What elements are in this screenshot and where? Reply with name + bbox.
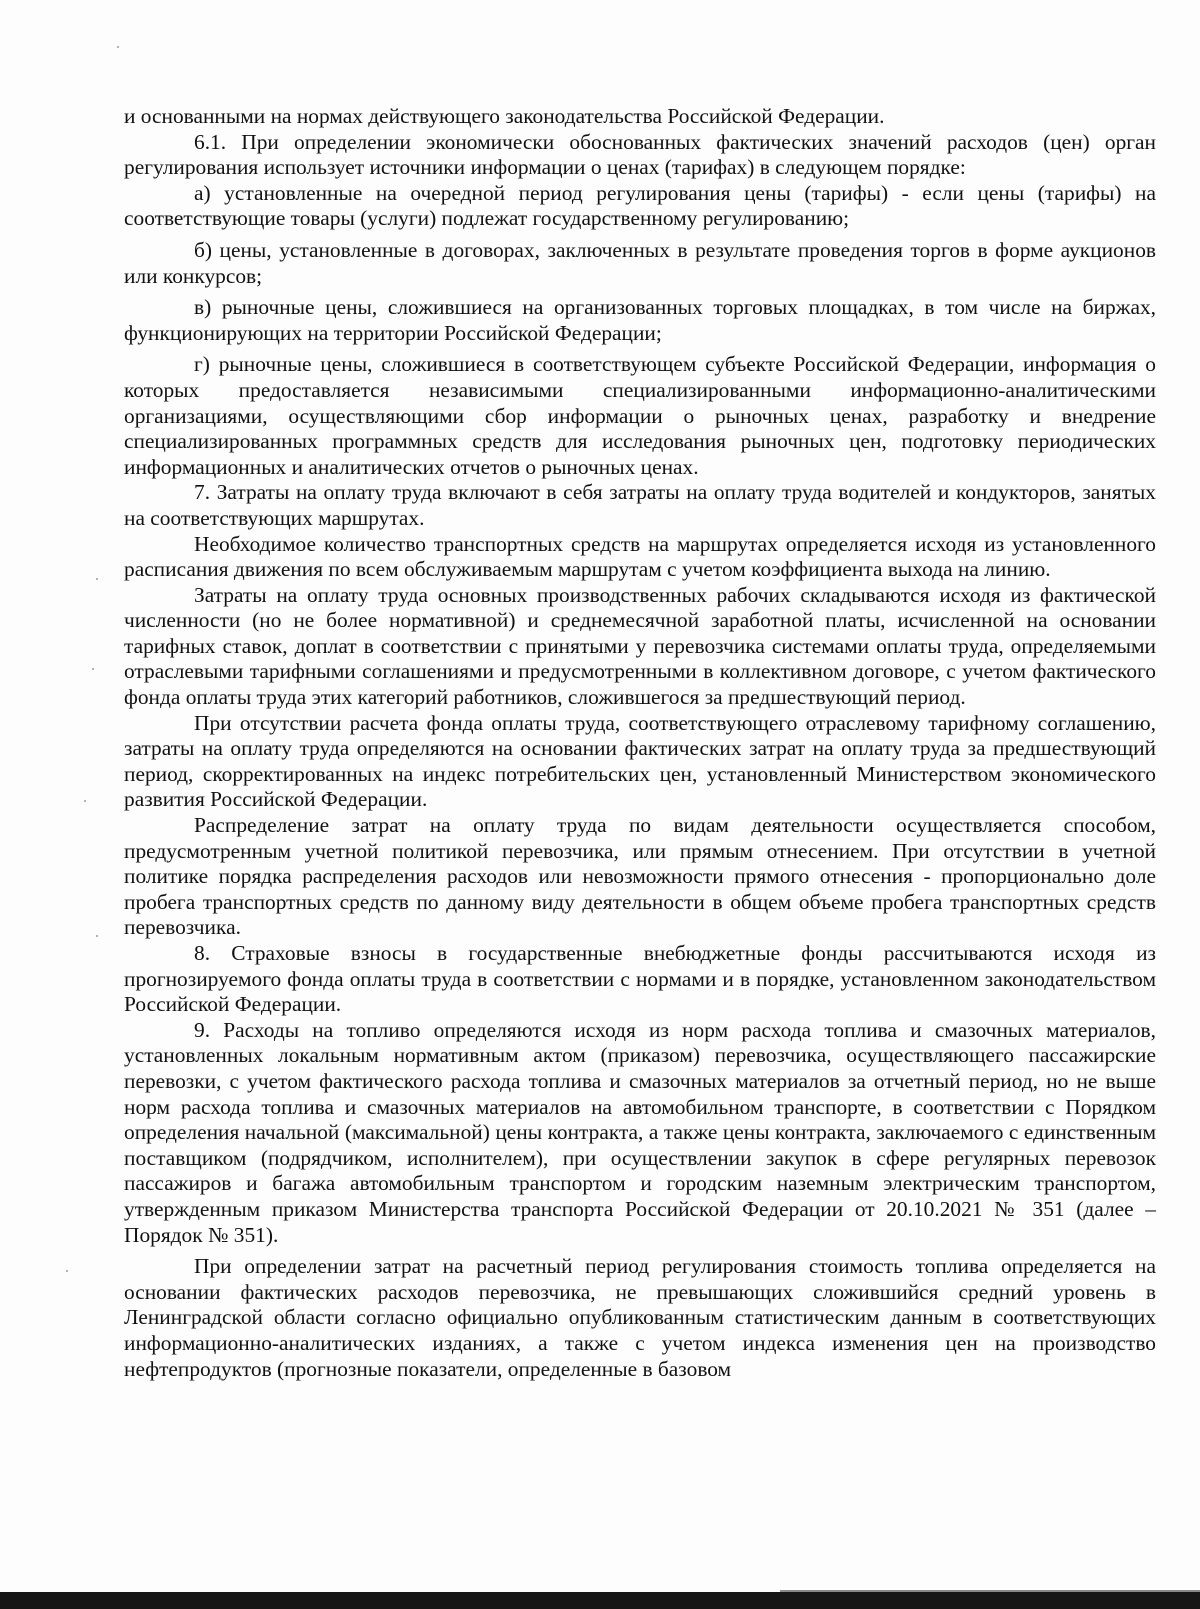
paragraph-6-1-a: а) установленные на очередной период регулирования цены (тарифы) - если цены (тарифы) на соответствующие товары (услуги) подлежат государственному регулированию; [124, 180, 1156, 231]
scan-speck [96, 578, 98, 580]
paragraph-7-vehicles: Необходимое количество транспортных средств на маршрутах определяется исходя из установленного расписания движения по всем обслуживаемым маршрутам с учетом коэффициента выхода на линию. [124, 531, 1156, 582]
scan-speck [84, 800, 86, 802]
scan-speck [96, 935, 98, 937]
paragraph-7: 7. Затраты на оплату труда включают в себя затраты на оплату труда водителей и кондукторов, занятых на соответствующих маршрутах. [124, 480, 1156, 530]
document-body [124, 104, 1156, 1382]
scan-bottom-edge [0, 1592, 1200, 1609]
scan-speck [117, 46, 119, 48]
paragraph-continuation: и основанными на нормах действующего законодательства Российской Федерации. [124, 104, 885, 128]
paragraph-9-fuel-cost: При определении затрат на расчетный период регулирования стоимость топлива определяется на основании фактических расходов перевозчика, не превышающих сложившийся средний уровень в Ленинградской области согласно официально опубликованным статистическим данным в соответствующих информационно-аналитических изданиях, а также с учетом индекса изменения цен на производство нефтепродуктов (прогнозные показатели, определенные в базовом [124, 1254, 1156, 1381]
scan-speck [66, 1270, 68, 1272]
paragraph-7-distribution: Распределение затрат на оплату труда по видам деятельности осуществляется способом, предусмотренным учетной политикой перевозчика, или прямым отнесением. При отсутствии в учетной политике порядка распределения расходов или невозможности прямого отнесения - пропорционально доле пробега транспортных средств по данному виду деятельности в общем объеме пробега транспортных средств перевозчика. [124, 813, 1156, 940]
paragraph-9: 9. Расходы на топливо определяются исходя из норм расхода топлива и смазочных материалов, установленных локальным нормативным актом (приказом) перевозчика, осуществляющего пассажирские перевозки, с учетом фактического расхода топлива и смазочных материалов за отчетный период, но не выше норм расхода топлива и смазочных материалов на автомобильном транспорте, в соответствии с Порядком определения начальной (максимальной) цены контракта, а также цены контракта, заключаемого с единственным поставщиком (подрядчиком, исполнителем), при осуществлении закупок в сфере регулярных перевозок пассажиров и багажа автомобильным транспортом и городским наземным электрическим транспортом, утвержденным приказом Министерства транспорта Российской Федерации от 20.10.2021 № 351 (далее – Порядок № 351). [124, 1017, 1156, 1247]
paragraph-6-1-b: б) цены, установленные в договорах, заключенных в результате проведения торгов в форме аукционов или конкурсов; [124, 237, 1156, 288]
paragraph-6-1-g: г) рыночные цены, сложившиеся в соответствующем субъекте Российской Федерации, информация о которых предоставляется независимыми специализированными информационно-аналитическими организациями, осуществляющими сбор информации о рыночных ценах, разработку и внедрение специализированных программных средств для исследования рыночных цен, подготовку периодических информационных и аналитических отчетов о рыночных ценах. [124, 352, 1156, 479]
paragraph-6-1-v: в) рыночные цены, сложившиеся на организованных торговых площадках, в том числе на биржах, функционирующих на территории Российской Федерации; [124, 295, 1156, 345]
paragraph-7-no-fund-calculation: При отсутствии расчета фонда оплаты труда, соответствующего отраслевому тарифному соглашению, затраты на оплату труда определяются на основании фактических затрат на оплату труда за предшествующий период, скорректированных на индекс потребительских цен, установленный Министерством экономического развития Российской Федерации. [124, 710, 1156, 812]
paragraph-6-1: 6.1. При определении экономически обоснованных фактических значений расходов (цен) орган регулирования использует источники информации о ценах (тарифах) в следующем порядке: [124, 129, 1156, 180]
scan-speck [92, 668, 94, 670]
paragraph-7-labor-costs: Затраты на оплату труда основных производственных рабочих складываются исходя из фактической численности (но не более нормативной) и среднемесячной заработной платы, исчисленной на основании тарифных ставок, доплат в соответствии с принятыми у перевозчика системами оплаты труда, определяемыми отраслевыми тарифными соглашениями и предусмотренными в коллективном договоре, с учетом фактического фонда оплаты труда этих категорий работников, сложившегося за предшествующий период. [124, 582, 1156, 710]
paragraph-8: 8. Страховые взносы в государственные внебюджетные фонды рассчитываются исходя из прогнозируемого фонда оплаты труда в соответствии с нормами и в порядке, установленном законодательством Российской Федерации. [124, 941, 1156, 1017]
